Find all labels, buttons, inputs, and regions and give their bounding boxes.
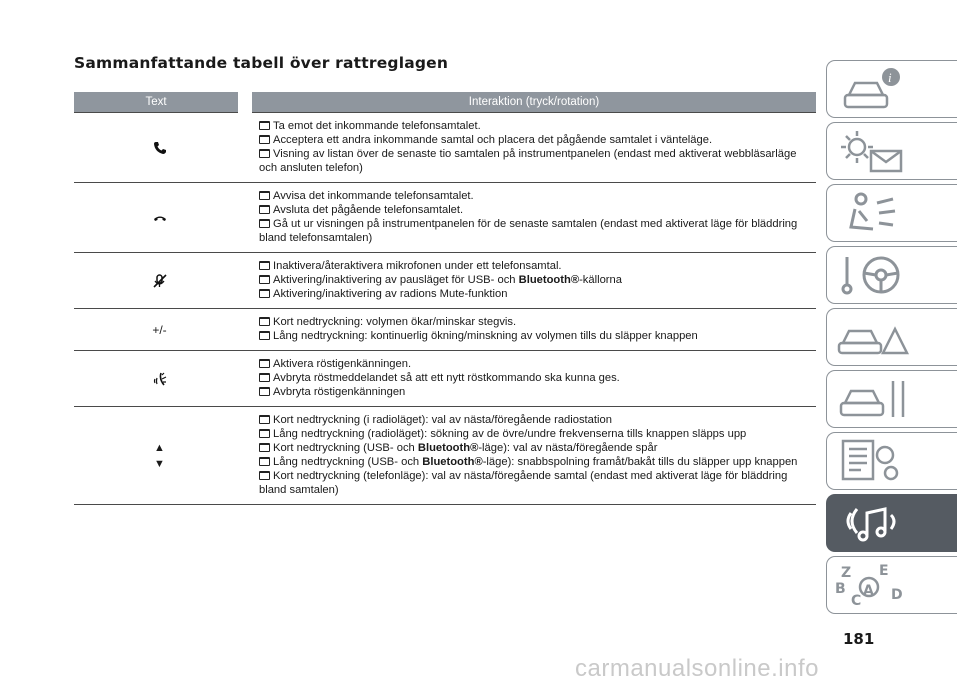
description-text: Kort nedtryckning (USB- och	[273, 442, 418, 454]
control-symbol	[74, 407, 245, 505]
svg-text:Z: Z	[841, 565, 852, 581]
description-text: Visning av listan över de senaste tio samtalen på instrumentpanelen (endast med aktiverat webbläsarläge och ansluten telefon)	[259, 148, 797, 174]
description-text: Aktivering/inaktivering av pausläget för USB- och	[273, 274, 519, 286]
svg-text:A: A	[863, 583, 874, 599]
control-description	[245, 113, 816, 183]
control-symbol	[74, 183, 245, 253]
tab-alphabetical-index[interactable]	[826, 556, 957, 614]
press-button-icon	[259, 191, 270, 200]
description-text: Acceptera ett andra inkommande samtal och placera det pågående samtalet i vänteläge.	[273, 134, 713, 146]
press-button-icon	[259, 373, 270, 382]
press-button-icon	[259, 261, 270, 270]
svg-text:B: B	[835, 581, 846, 597]
press-button-icon	[259, 135, 270, 144]
press-button-icon	[259, 415, 270, 424]
tab-warning-lights[interactable]	[826, 122, 957, 180]
description-line	[259, 133, 816, 147]
table-row	[74, 113, 816, 183]
description-text: Kort nedtryckning (telefonläge): val av nästa/föregående samtal (endast med aktiverat läge för bläddring bland samtalen)	[259, 470, 788, 496]
page-title: Sammanfattande tabell över rattreglagen	[74, 54, 449, 72]
description-line	[259, 119, 816, 133]
tab-car-emergency[interactable]	[826, 308, 957, 366]
control-symbol	[74, 253, 245, 309]
table-row	[74, 253, 816, 309]
svg-text:i: i	[888, 70, 892, 85]
table-row	[74, 407, 816, 505]
tab-multimedia[interactable]	[826, 494, 957, 552]
description-text: Avbryta röstigenkänningen	[273, 386, 406, 398]
header-interaction: Interaktion (tryck/rotation)	[245, 92, 816, 113]
description-text: -läge): snabbspolning framåt/bakåt tills du släpper upp knappen	[482, 456, 798, 468]
control-description	[245, 183, 816, 253]
description-line	[259, 287, 816, 301]
description-line	[259, 217, 816, 245]
header-text: Text	[74, 92, 245, 113]
description-text: Avvisa det inkommande telefonsamtalet.	[273, 190, 474, 202]
control-description	[245, 351, 816, 407]
control-symbol	[74, 309, 245, 351]
control-symbol	[74, 351, 245, 407]
tab-technical-data[interactable]	[826, 432, 957, 490]
table-row	[74, 309, 816, 351]
table-row	[74, 351, 816, 407]
description-text: Avbryta röstmeddelandet så att ett nytt röstkommando ska kunna ges.	[273, 372, 620, 384]
alphabetical-index-icon	[833, 561, 943, 609]
description-line	[259, 357, 816, 371]
press-button-icon	[259, 331, 270, 340]
multimedia-icon	[833, 499, 943, 547]
mute-icon	[75, 274, 244, 288]
phone-hangup-icon	[75, 213, 244, 223]
control-description	[245, 253, 816, 309]
description-line	[259, 427, 816, 441]
tab-steering-key[interactable]	[826, 246, 957, 304]
watermark: carmanualsonline.info	[575, 655, 819, 682]
description-line	[259, 203, 816, 217]
description-text: Avsluta det pågående telefonsamtalet.	[273, 204, 464, 216]
voice-command-icon	[75, 371, 244, 387]
table-row	[74, 183, 816, 253]
svg-text:E: E	[879, 563, 889, 579]
svg-text:D: D	[891, 587, 903, 603]
car-emergency-icon	[833, 313, 943, 361]
bluetooth-term: Bluetooth®	[518, 274, 580, 286]
description-text: -läge): val av nästa/föregående spår	[478, 442, 658, 454]
description-text: Kort nedtryckning: volymen ökar/minskar stegvis.	[273, 316, 517, 328]
press-button-icon	[259, 289, 270, 298]
arrow-down-icon: ▼	[154, 457, 165, 470]
press-button-icon	[259, 457, 270, 466]
warning-lights-icon	[833, 127, 943, 175]
description-line	[259, 273, 816, 287]
car-info-icon	[833, 65, 943, 113]
technical-data-icon	[833, 437, 943, 485]
car-maintenance-icon	[833, 375, 943, 423]
description-line	[259, 441, 816, 455]
description-line	[259, 147, 816, 175]
press-button-icon	[259, 359, 270, 368]
description-line	[259, 315, 816, 329]
arrow-up-icon: ▲	[154, 441, 165, 454]
phone-answer-icon	[75, 141, 244, 155]
description-text: Gå ut ur visningen på instrumentpanelen för de senaste samtalen (endast med aktiverat läge för bläddring bland telefonsamtalen)	[259, 218, 798, 244]
press-button-icon	[259, 429, 270, 438]
press-button-icon	[259, 205, 270, 214]
description-text: Lång nedtryckning: kontinuerlig ökning/minskning av volymen tills du släpper knappen	[273, 330, 698, 342]
description-line	[259, 189, 816, 203]
table-header	[74, 92, 816, 113]
description-text: Aktivera röstigenkänningen.	[273, 358, 412, 370]
description-text: -källorna	[579, 274, 622, 286]
steering-key-icon	[833, 251, 943, 299]
description-line	[259, 469, 816, 497]
description-text: Kort nedtryckning (i radioläget): val av nästa/föregående radiostation	[273, 414, 612, 426]
description-line	[259, 371, 816, 385]
press-button-icon	[259, 149, 270, 158]
press-button-icon	[259, 219, 270, 228]
tab-car-maintenance[interactable]	[826, 370, 957, 428]
description-text: Ta emot det inkommande telefonsamtalet.	[273, 120, 481, 132]
description-line	[259, 413, 816, 427]
bluetooth-term: Bluetooth®	[417, 442, 479, 454]
seat-airbag-icon	[833, 189, 943, 237]
tab-seat-airbag[interactable]	[826, 184, 957, 242]
press-button-icon	[259, 275, 270, 284]
description-text: Lång nedtryckning (radioläget): sökning av de övre/undre frekvenserna tills knappen släpps upp	[273, 428, 747, 440]
press-button-icon	[259, 387, 270, 396]
description-text: Lång nedtryckning (USB- och	[273, 456, 423, 468]
description-line	[259, 455, 816, 469]
control-description	[245, 309, 816, 351]
control-symbol	[74, 113, 245, 183]
tab-car-info[interactable]	[826, 60, 957, 118]
volume-symbol: +/-	[152, 322, 167, 337]
press-button-icon	[259, 317, 270, 326]
press-button-icon	[259, 443, 270, 452]
control-description	[245, 407, 816, 505]
controls-table	[74, 92, 816, 505]
bluetooth-term: Bluetooth®	[422, 456, 483, 468]
press-button-icon	[259, 471, 270, 480]
description-line	[259, 329, 816, 343]
description-line	[259, 385, 816, 399]
svg-text:C: C	[851, 593, 862, 609]
description-text: Aktivering/inaktivering av radions Mute-funktion	[273, 288, 508, 300]
press-button-icon	[259, 121, 270, 130]
description-line	[259, 259, 816, 273]
description-text: Inaktivera/återaktivera mikrofonen under ett telefonsamtal.	[273, 260, 562, 272]
page-number: 181	[843, 630, 875, 648]
